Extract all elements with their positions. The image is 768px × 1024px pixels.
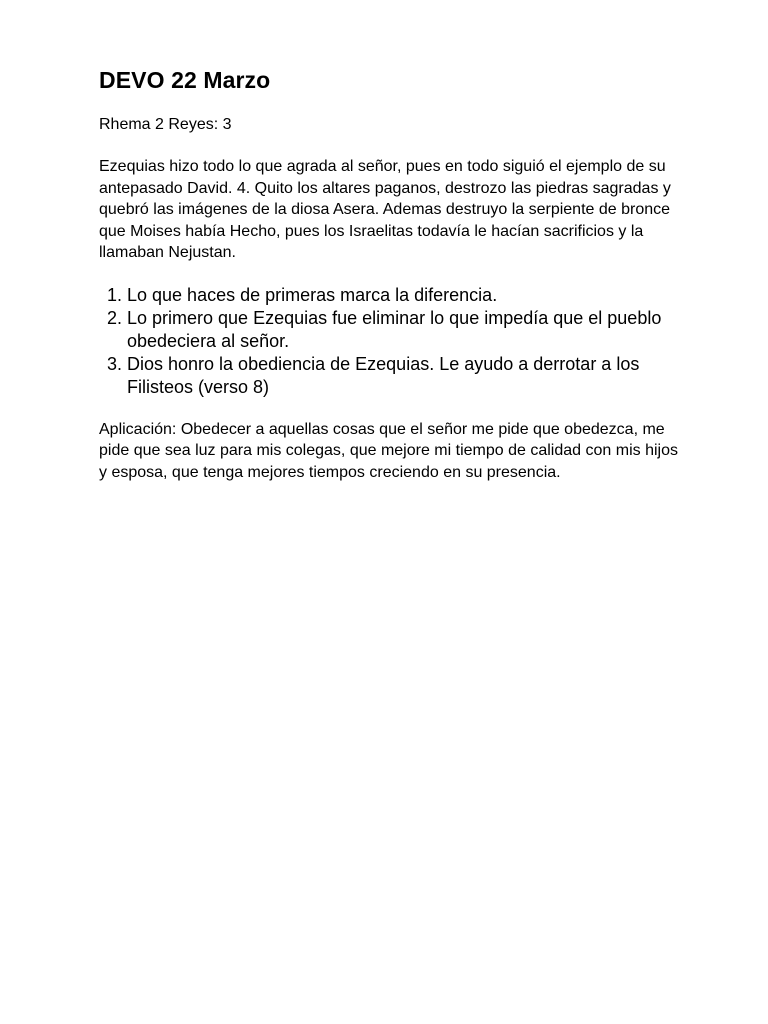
scripture-reference: Rhema 2 Reyes: 3 [99,116,232,133]
page-title: DEVO 22 Marzo [99,67,271,93]
passage-paragraph: Ezequias hizo todo lo que agrada al señor, pues en todo siguió el ejemplo de su antepasado David. 4. Quito los altares paganos, destrozo las piedras sagradas y quebró las imágenes de la diosa Asera. Ademas destruyo la serpiente de bronce que Moises había Hecho, pues los Israelitas todavía le hacían sacrificios y la llamaban Nejustan. [99,158,671,261]
application-paragraph: Aplicación: Obedecer a aquellas cosas que el señor me pide que obedezca, me pide que sea luz para mis colegas, que mejore mi tiempo de calidad con mis hijos y esposa, que tenga mejores tiempos creciendo en su presencia. [99,420,678,481]
list-item: 3. Dios honro la obediencia de Ezequias. Le ayudo a derrotar a los Filisteos (verso 8) [127,353,687,399]
list-item: 2. Lo primero que Ezequias fue eliminar lo que impedía que el pueblo obedeciera al señor. [127,307,687,353]
list-item: 1. Lo que haces de primeras marca la diferencia. [127,284,687,307]
points-list [99,284,687,399]
